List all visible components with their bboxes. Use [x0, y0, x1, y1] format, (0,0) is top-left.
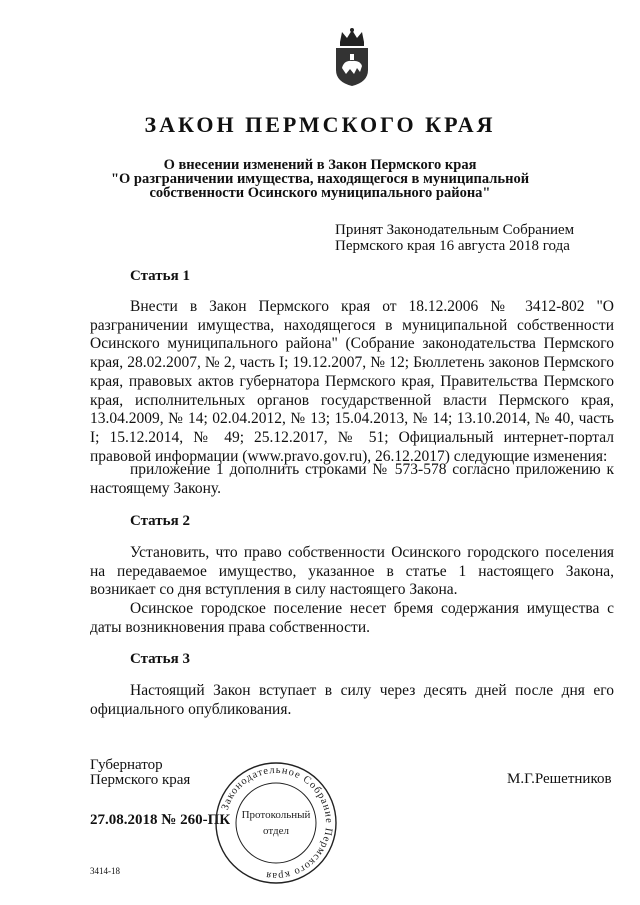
article-2-paragraph: Установить, что право собственности Осинского городского поселения на передаваемое имущество, указанное в статье 1 настоящего Закона, возникает со дня вступления в силу настоящего Закона.	[90, 544, 614, 599]
stamp-inner-line: Протокольный	[241, 809, 311, 821]
subtitle-line: "О разграничении имущества, находящегося в муниципальной	[110, 171, 530, 187]
law-subtitle	[100, 158, 540, 200]
governor-title-line: Губернатор	[90, 757, 163, 773]
protocol-stamp	[213, 760, 339, 886]
subtitle-line: О внесении изменений в Закон Пермского края	[163, 157, 477, 173]
adoption-line: Пермского края 16 августа 2018 года	[335, 238, 570, 254]
adoption-line: Принят Законодательным Собранием	[335, 222, 575, 238]
article-2-heading: Статья 2	[130, 513, 190, 529]
adoption-note	[335, 222, 574, 254]
subtitle-line: собственности Осинского муниципального района"	[149, 185, 491, 201]
article-3-paragraph: Настоящий Закон вступает в силу через десять дней после дня его официального опубликования.	[90, 682, 614, 718]
article-3-heading: Статья 3	[130, 651, 190, 667]
article-2-paragraph: Осинское городское поселение несет бремя содержания имущества с даты возникновения права собственности.	[90, 600, 614, 636]
article-1-heading: Статья 1	[130, 268, 190, 284]
article-1-paragraph: приложение 1 дополнить строками № 573-578 согласно приложению к настоящему Закону.	[90, 461, 614, 497]
article-1-paragraph: Внести в Закон Пермского края от 18.12.2006 № 3412-802 "О разграничении имущества, находящегося в муниципальной собственности Осинского муниципального района" (Собрание законодательства Пермского края, 28.02.2007, № 2, часть I; 19.12.2007, № 12; Бюллетень законов Пермского края, правовых актов губернатора Пермского края, Правительства Пермского края, исполнительных органов государственной власти Пермского края, 13.04.2009, № 14; 02.04.2012, № 13; 15.04.2013, № 14; 13.10.2014, № 40, часть I; 15.12.2014, № 49; 25.12.2017, № 51; Официальный интернет-портал правовой информации (www.pravo.gov.ru), 26.12.2017) следующие изменения:	[90, 298, 614, 465]
stamp-outer-text: Законодательное Собрание Пермского края	[219, 764, 335, 882]
governor-title-line: Пермского края	[90, 772, 191, 788]
law-title: ЗАКОН ПЕРМСКОГО КРАЯ	[144, 112, 496, 137]
document-code: 3414-18	[90, 866, 120, 876]
governor-name: М.Г.Решетников	[507, 771, 612, 787]
governor-title	[90, 758, 190, 788]
stamp-inner-line: отдел	[263, 825, 289, 837]
coat-of-arms-icon	[330, 28, 374, 88]
law-date-number: 27.08.2018 № 260-ПК	[90, 812, 231, 828]
svg-text:Законодательное Собрание Пермс	[220, 765, 334, 881]
